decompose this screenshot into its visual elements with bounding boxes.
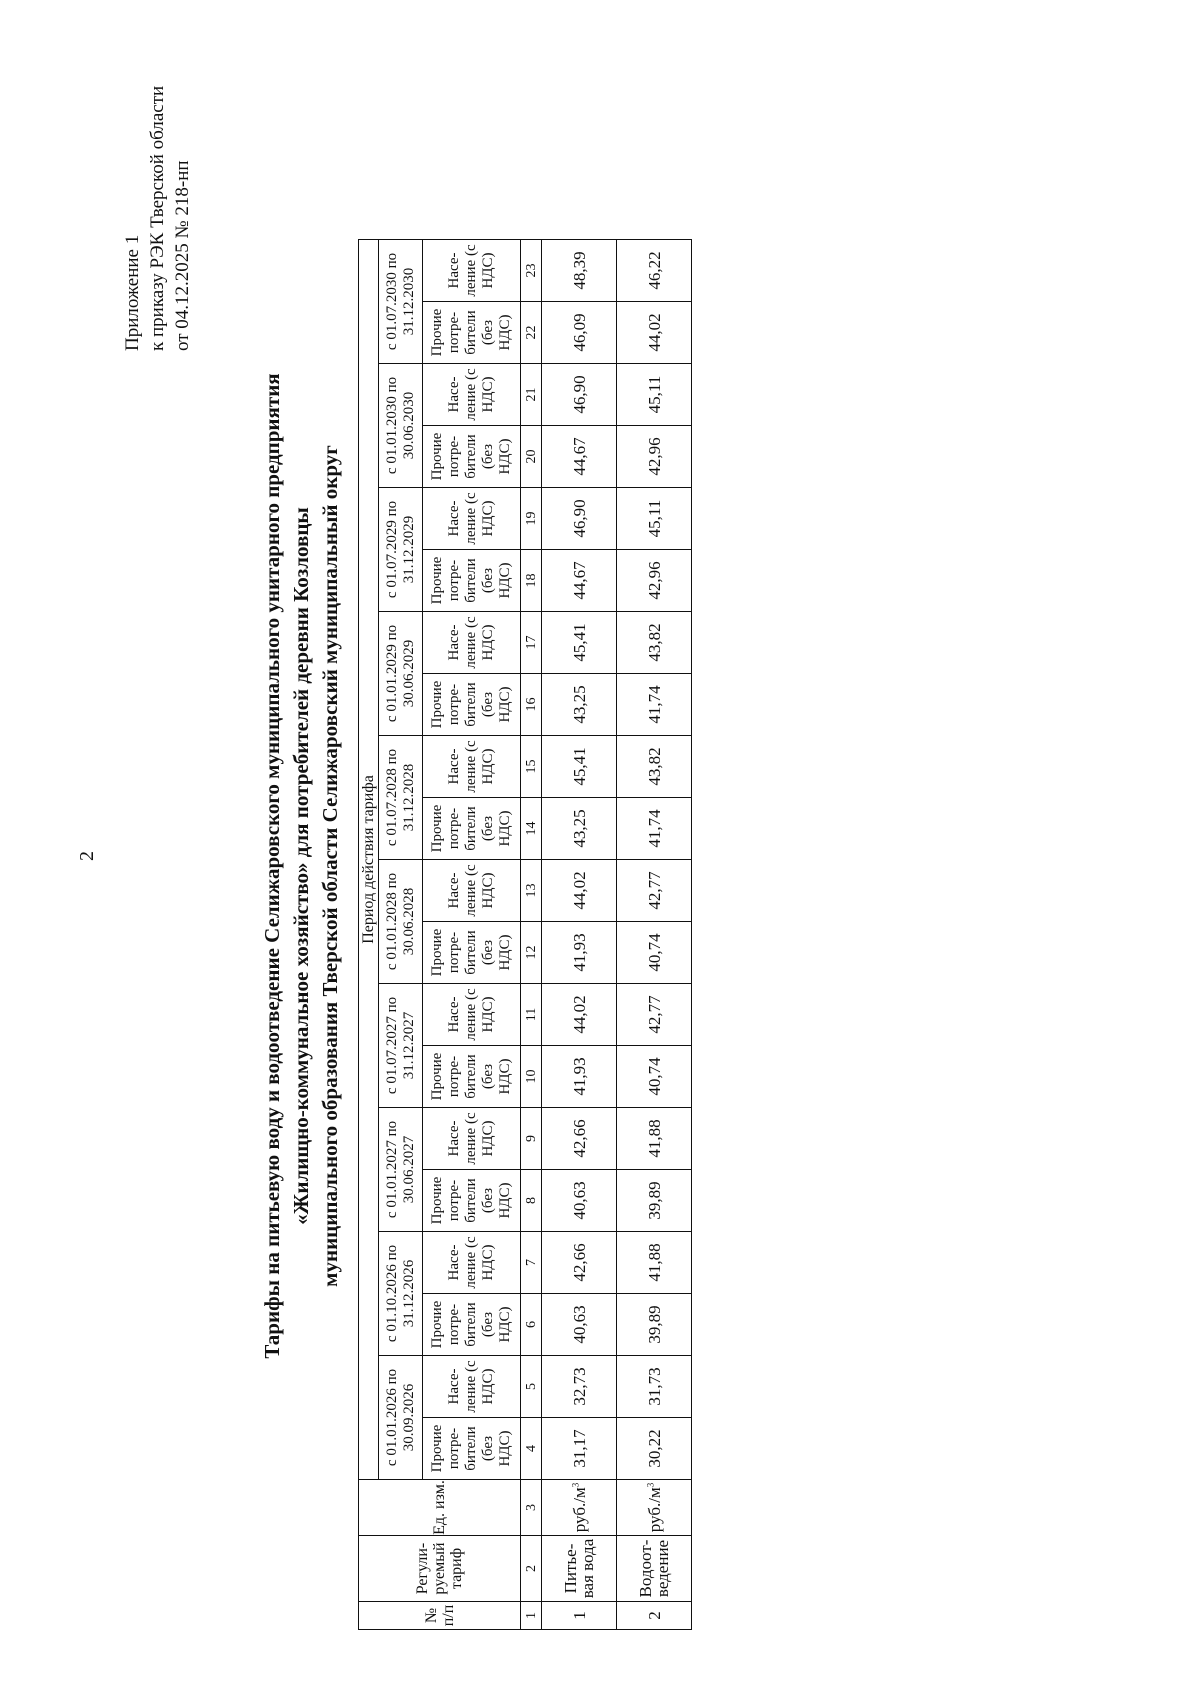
- subheader-other-consumers: Прочие потре-бители (без НДС): [423, 302, 521, 364]
- column-number: 9: [521, 1108, 542, 1170]
- tariff-value: 46,90: [542, 488, 617, 550]
- period-header: с 01.01.2027 по 30.06.2027: [379, 1108, 423, 1232]
- tariff-value: 46,90: [542, 364, 617, 426]
- unit-superscript: 3: [569, 1482, 580, 1488]
- subheader-population: Насе-ление (с НДС): [423, 860, 521, 922]
- table-row: [542, 240, 617, 1630]
- period-header: с 01.01.2029 по 30.06.2029: [379, 612, 423, 736]
- column-number: 16: [521, 674, 542, 736]
- tariff-table: [358, 239, 692, 1630]
- column-number-row: [521, 240, 542, 1630]
- tariff-value: 32,73: [542, 1356, 617, 1418]
- column-number: 15: [521, 736, 542, 798]
- unit-text: руб./м: [569, 1487, 589, 1533]
- column-number: 13: [521, 860, 542, 922]
- tariff-value: 43,82: [617, 736, 692, 798]
- subheader-other-consumers: Прочие потре-бители (без НДС): [423, 550, 521, 612]
- tariff-value: 46,22: [617, 240, 692, 302]
- tariff-value: 45,41: [542, 736, 617, 798]
- header-tariff: Регули-руемый тариф: [359, 1536, 521, 1602]
- tariff-value: 42,77: [617, 860, 692, 922]
- tariff-value: 41,88: [617, 1232, 692, 1294]
- appendix-line: от 04.12.2025 № 218-нп: [172, 160, 193, 351]
- period-header: с 01.01.2026 по 30.09.2026: [379, 1356, 423, 1480]
- period-header: с 01.07.2028 по 31.12.2028: [379, 736, 423, 860]
- appendix-reference: [120, 86, 195, 351]
- subheader-other-consumers: Прочие потре-бители (без НДС): [423, 1170, 521, 1232]
- column-number: 17: [521, 612, 542, 674]
- period-header: с 01.01.2030 по 30.06.2030: [379, 364, 423, 488]
- tariff-value: 44,02: [542, 860, 617, 922]
- tariff-value: 43,25: [542, 798, 617, 860]
- column-number: 4: [521, 1418, 542, 1480]
- period-header: с 01.07.2029 по 31.12.2029: [379, 488, 423, 612]
- subheader-population: Насе-ление (с НДС): [423, 984, 521, 1046]
- subheader-population: Насе-ление (с НДС): [423, 612, 521, 674]
- subheader-population: Насе-ление (с НДС): [423, 1108, 521, 1170]
- subheader-other-consumers: Прочие потре-бители (без НДС): [423, 922, 521, 984]
- column-number: 5: [521, 1356, 542, 1418]
- tariff-value: 40,74: [617, 1046, 692, 1108]
- period-header: с 01.01.2028 по 30.06.2028: [379, 860, 423, 984]
- subheader-other-consumers: Прочие потре-бители (без НДС): [423, 426, 521, 488]
- tariff-value: 31,17: [542, 1418, 617, 1480]
- column-number: 10: [521, 1046, 542, 1108]
- table-body: [359, 240, 692, 1630]
- tariff-value: 31,73: [617, 1356, 692, 1418]
- column-number: 11: [521, 984, 542, 1046]
- tariff-value: 48,39: [542, 240, 617, 302]
- subheader-population: Насе-ление (с НДС): [423, 488, 521, 550]
- column-number: 14: [521, 798, 542, 860]
- tariff-value: 40,74: [617, 922, 692, 984]
- subheader-population: Насе-ление (с НДС): [423, 1356, 521, 1418]
- tariff-value: 45,11: [617, 488, 692, 550]
- period-header: с 01.07.2030 по 31.12.2030: [379, 240, 423, 364]
- column-number: 1: [521, 1602, 542, 1630]
- title-line: Тарифы на питьевую воду и водоотведение Селижаровского муниципального унитарного предприятия: [260, 373, 284, 1359]
- tariff-value: 39,89: [617, 1170, 692, 1232]
- page-number: 2: [76, 851, 98, 861]
- column-number: 22: [521, 302, 542, 364]
- tariff-value: 45,41: [542, 612, 617, 674]
- subheader-population: Насе-ление (с НДС): [423, 1232, 521, 1294]
- column-number: 18: [521, 550, 542, 612]
- appendix-line: к приказу РЭК Тверской области: [147, 85, 168, 351]
- tariff-value: 44,02: [617, 302, 692, 364]
- tariff-value: 45,11: [617, 364, 692, 426]
- row-number: 2: [617, 1602, 692, 1630]
- subheader-other-consumers: Прочие потре-бители (без НДС): [423, 798, 521, 860]
- row-unit: [542, 1480, 617, 1536]
- header-row-dates: [379, 240, 423, 1630]
- tariff-value: 41,88: [617, 1108, 692, 1170]
- header-unit: Ед. изм.: [359, 1480, 521, 1536]
- subheader-population: Насе-ление (с НДС): [423, 364, 521, 426]
- column-number: 3: [521, 1480, 542, 1536]
- column-number: 21: [521, 364, 542, 426]
- tariff-value: 44,02: [542, 984, 617, 1046]
- row-unit: [617, 1480, 692, 1536]
- subheader-other-consumers: Прочие потре-бители (без НДС): [423, 1046, 521, 1108]
- header-number: № п/п: [359, 1602, 521, 1630]
- appendix-line: Приложение 1: [122, 234, 143, 351]
- tariff-value: 43,25: [542, 674, 617, 736]
- tariff-value: 39,89: [617, 1294, 692, 1356]
- subheader-other-consumers: Прочие потре-бители (без НДС): [423, 1294, 521, 1356]
- column-number: 20: [521, 426, 542, 488]
- column-number: 12: [521, 922, 542, 984]
- tariff-value: 44,67: [542, 426, 617, 488]
- tariff-value: 42,96: [617, 550, 692, 612]
- subheader-other-consumers: Прочие потре-бители (без НДС): [423, 674, 521, 736]
- subheader-population: Насе-ление (с НДС): [423, 240, 521, 302]
- header-row-consumers: [423, 240, 521, 1630]
- tariff-value: 41,93: [542, 1046, 617, 1108]
- tariff-value: 30,22: [617, 1418, 692, 1480]
- header-period: Период действия тарифа: [359, 240, 379, 1480]
- column-number: 2: [521, 1536, 542, 1602]
- tariff-value: 40,63: [542, 1170, 617, 1232]
- tariff-value: 44,67: [542, 550, 617, 612]
- column-number: 6: [521, 1294, 542, 1356]
- row-tariff-name: Водоот-ведение: [617, 1536, 692, 1602]
- tariff-value: 42,96: [617, 426, 692, 488]
- period-header: с 01.07.2027 по 31.12.2027: [379, 984, 423, 1108]
- tariff-value: 42,66: [542, 1232, 617, 1294]
- title-line: «Жилищно-коммунальное хозяйство» для потребителей деревни Козловцы: [289, 507, 313, 1225]
- tariff-value: 43,82: [617, 612, 692, 674]
- subheader-population: Насе-ление (с НДС): [423, 736, 521, 798]
- tariff-value: 41,93: [542, 922, 617, 984]
- title-line: муниципального образования Тверской области Селижаровский муниципальный округ: [318, 445, 342, 1287]
- table-row: [617, 240, 692, 1630]
- subheader-other-consumers: Прочие потре-бители (без НДС): [423, 1418, 521, 1480]
- unit-text: руб./м: [644, 1487, 664, 1533]
- tariff-value: 41,74: [617, 674, 692, 736]
- document-title: [258, 216, 345, 1516]
- tariff-value: 40,63: [542, 1294, 617, 1356]
- period-header: с 01.10.2026 по 31.12.2026: [379, 1232, 423, 1356]
- column-number: 23: [521, 240, 542, 302]
- row-number: 1: [542, 1602, 617, 1630]
- unit-superscript: 3: [644, 1482, 655, 1488]
- tariff-value: 42,77: [617, 984, 692, 1046]
- tariff-value: 41,74: [617, 798, 692, 860]
- header-row-period: [359, 240, 379, 1630]
- column-number: 8: [521, 1170, 542, 1232]
- column-number: 19: [521, 488, 542, 550]
- row-tariff-name: Питье-вая вода: [542, 1536, 617, 1602]
- tariff-value: 46,09: [542, 302, 617, 364]
- tariff-value: 42,66: [542, 1108, 617, 1170]
- column-number: 7: [521, 1232, 542, 1294]
